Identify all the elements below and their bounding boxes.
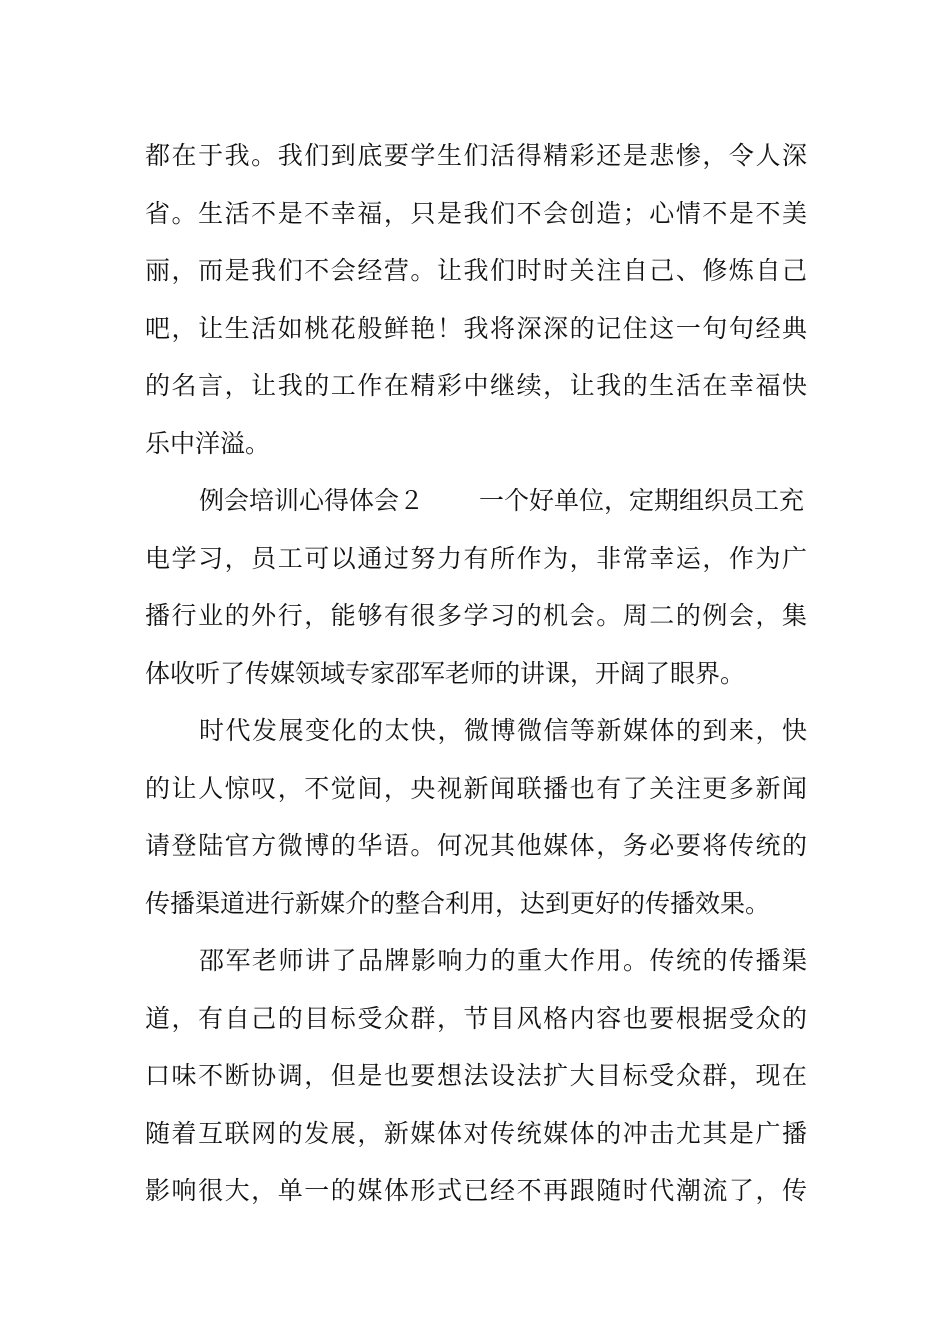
- text-line-segment: 一个好单位，定期组织员工充: [479, 486, 805, 515]
- document-body: [145, 127, 807, 1220]
- text-line: 省。生活不是不幸福，只是我们不会创造；心情不是不美: [145, 198, 807, 228]
- section-heading: 例会培训心得体会２: [199, 486, 425, 515]
- paragraph-4: [145, 932, 807, 1220]
- heading-line: [145, 472, 807, 530]
- text-line: 道，有自己的目标受众群，节目风格内容也要根据受众的: [145, 1003, 807, 1033]
- text-line: 影响很大，单一的媒体形式已经不再跟随时代潮流了，传: [145, 1176, 807, 1205]
- paragraph-1: [145, 127, 807, 472]
- text-line: 随着互联网的发展，新媒体对传统媒体的冲击尤其是广播: [145, 1118, 807, 1148]
- text-line: 丽，而是我们不会经营。让我们时时关注自己、修炼自己: [145, 256, 807, 285]
- text-line: 播行业的外行，能够有很多学习的机会。周二的例会，集: [145, 601, 807, 630]
- text-line: 吧，让生活如桃花般鲜艳！我将深深的记住这一句句经典: [145, 313, 807, 343]
- text-line: 口味不断协调，但是也要想法设法扩大目标受众群，现在: [145, 1061, 807, 1090]
- text-line: 电学习，员工可以通过努力有所作为，非常幸运，作为广: [145, 543, 807, 573]
- text-line: 传播渠道进行新媒介的整合利用，达到更好的传播效果。: [145, 888, 771, 918]
- paragraph-2: [145, 472, 807, 702]
- text-line: 体收听了传媒领域专家邵军老师的讲课，开阔了眼界。: [145, 658, 746, 688]
- text-line: 乐中洋溢。: [145, 428, 271, 458]
- paragraph-3: [145, 702, 807, 932]
- text-line: 请登陆官方微博的华语。何况其他媒体，务必要将传统的: [145, 831, 807, 860]
- text-line: 的名言，让我的工作在精彩中继续，让我的生活在幸福快: [145, 371, 807, 400]
- text-line: 都在于我。我们到底要学生们活得精彩还是悲惨，令人深: [145, 141, 807, 170]
- text-line: 的让人惊叹，不觉间，央视新闻联播也有了关注更多新闻: [145, 773, 807, 803]
- text-line: 邵军老师讲了品牌影响力的重大作用。传统的传播渠: [199, 946, 807, 975]
- text-line: 时代发展变化的太快，微博微信等新媒体的到来，快: [199, 716, 807, 745]
